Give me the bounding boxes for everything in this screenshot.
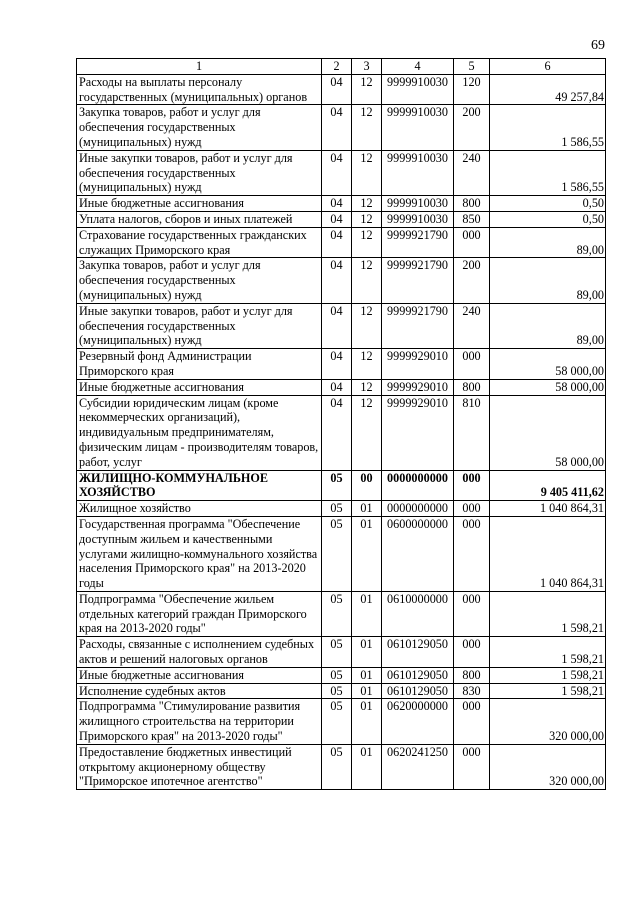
row-section-code: 04	[322, 196, 352, 212]
row-section-code: 04	[322, 395, 352, 470]
row-subsection-code: 12	[352, 303, 382, 348]
row-amount: 1 598,21	[490, 591, 606, 636]
row-target-code: 0600000000	[382, 516, 454, 591]
table-row	[77, 501, 606, 517]
table-row	[77, 379, 606, 395]
row-section-code: 04	[322, 349, 352, 380]
row-section-code: 05	[322, 699, 352, 744]
table-row	[77, 227, 606, 258]
row-subsection-code: 01	[352, 699, 382, 744]
row-amount: 89,00	[490, 227, 606, 258]
row-subsection-code: 01	[352, 744, 382, 789]
page-number: 69	[591, 38, 605, 53]
row-section-code: 05	[322, 516, 352, 591]
row-target-code: 0000000000	[382, 501, 454, 517]
row-name: Закупка товаров, работ и услуг для обеспечения государственных (муниципальных) нужд	[77, 258, 322, 303]
row-section-code: 04	[322, 303, 352, 348]
row-section-code: 05	[322, 744, 352, 789]
row-section-code: 04	[322, 227, 352, 258]
row-target-code: 9999910030	[382, 150, 454, 195]
row-amount: 89,00	[490, 258, 606, 303]
row-subsection-code: 12	[352, 395, 382, 470]
row-section-code: 05	[322, 667, 352, 683]
row-amount: 320 000,00	[490, 699, 606, 744]
row-subsection-code: 12	[352, 211, 382, 227]
row-amount: 9 405 411,62	[490, 470, 606, 501]
row-expense-type: 200	[454, 258, 490, 303]
row-target-code: 9999910030	[382, 105, 454, 150]
row-target-code: 9999921790	[382, 303, 454, 348]
row-name: Иные бюджетные ассигнования	[77, 196, 322, 212]
row-subsection-code: 01	[352, 683, 382, 699]
row-name: Расходы, связанные с исполнением судебных актов и решений налоговых органов	[77, 637, 322, 668]
row-target-code: 9999910030	[382, 211, 454, 227]
row-subsection-code: 12	[352, 227, 382, 258]
table-row	[77, 258, 606, 303]
table-row	[77, 74, 606, 105]
row-expense-type: 000	[454, 637, 490, 668]
row-subsection-code: 12	[352, 379, 382, 395]
row-target-code: 0610129050	[382, 683, 454, 699]
row-amount: 320 000,00	[490, 744, 606, 789]
row-name: Страхование государственных гражданских служащих Приморского края	[77, 227, 322, 258]
table-body	[77, 74, 606, 789]
row-subsection-code: 12	[352, 105, 382, 150]
row-name: Жилищное хозяйство	[77, 501, 322, 517]
column-header-3: 3	[352, 59, 382, 75]
row-target-code: 9999929010	[382, 349, 454, 380]
row-section-code: 05	[322, 637, 352, 668]
row-section-code: 05	[322, 591, 352, 636]
row-name: ЖИЛИЩНО-КОММУНАЛЬНОЕ ХОЗЯЙСТВО	[77, 470, 322, 501]
table-row	[77, 683, 606, 699]
row-amount: 49 257,84	[490, 74, 606, 105]
row-target-code: 9999910030	[382, 196, 454, 212]
row-amount: 1 598,21	[490, 667, 606, 683]
row-target-code: 9999929010	[382, 379, 454, 395]
table-row	[77, 303, 606, 348]
row-target-code: 9999921790	[382, 227, 454, 258]
row-target-code: 9999929010	[382, 395, 454, 470]
row-subsection-code: 00	[352, 470, 382, 501]
row-subsection-code: 01	[352, 591, 382, 636]
row-subsection-code: 12	[352, 349, 382, 380]
table-header-row	[77, 59, 606, 75]
row-amount: 1 586,55	[490, 105, 606, 150]
row-name: Резервный фонд Администрации Приморского края	[77, 349, 322, 380]
row-subsection-code: 12	[352, 74, 382, 105]
row-name: Иные закупки товаров, работ и услуг для обеспечения государственных (муниципальных) нужд	[77, 303, 322, 348]
table-row	[77, 591, 606, 636]
row-amount: 1 040 864,31	[490, 516, 606, 591]
row-expense-type: 800	[454, 667, 490, 683]
row-section-code: 04	[322, 74, 352, 105]
row-name: Подпрограмма "Обеспечение жильем отдельных категорий граждан Приморского края на 2013-2020 годы"	[77, 591, 322, 636]
row-subsection-code: 12	[352, 150, 382, 195]
row-expense-type: 800	[454, 379, 490, 395]
table-row	[77, 196, 606, 212]
row-expense-type: 810	[454, 395, 490, 470]
table-row	[77, 744, 606, 789]
row-subsection-code: 12	[352, 196, 382, 212]
row-target-code: 0610129050	[382, 637, 454, 668]
row-name: Иные закупки товаров, работ и услуг для обеспечения государственных (муниципальных) нужд	[77, 150, 322, 195]
row-amount: 1 040 864,31	[490, 501, 606, 517]
row-subsection-code: 01	[352, 637, 382, 668]
row-expense-type: 000	[454, 349, 490, 380]
row-expense-type: 000	[454, 699, 490, 744]
column-header-2: 2	[322, 59, 352, 75]
row-expense-type: 000	[454, 227, 490, 258]
row-amount: 58 000,00	[490, 379, 606, 395]
row-section-code: 04	[322, 379, 352, 395]
row-section-code: 05	[322, 501, 352, 517]
row-target-code: 9999921790	[382, 258, 454, 303]
table-row	[77, 395, 606, 470]
row-amount: 1 586,55	[490, 150, 606, 195]
row-name: Закупка товаров, работ и услуг для обеспечения государственных (муниципальных) нужд	[77, 105, 322, 150]
table-row	[77, 211, 606, 227]
row-expense-type: 800	[454, 196, 490, 212]
table-row	[77, 699, 606, 744]
row-amount: 58 000,00	[490, 349, 606, 380]
row-section-code: 04	[322, 258, 352, 303]
table-row	[77, 637, 606, 668]
row-expense-type: 850	[454, 211, 490, 227]
row-target-code: 0620000000	[382, 699, 454, 744]
row-name: Исполнение судебных актов	[77, 683, 322, 699]
row-subsection-code: 01	[352, 501, 382, 517]
row-name: Государственная программа "Обеспечение доступным жильем и качественными услугами жилищно-коммунального хозяйства населения Приморского края" на 2013-2020 годы	[77, 516, 322, 591]
column-header-1: 1	[77, 59, 322, 75]
row-subsection-code: 01	[352, 516, 382, 591]
row-section-code: 04	[322, 211, 352, 227]
row-expense-type: 000	[454, 470, 490, 501]
row-expense-type: 000	[454, 516, 490, 591]
table-row	[77, 150, 606, 195]
row-amount: 58 000,00	[490, 395, 606, 470]
row-section-code: 05	[322, 470, 352, 501]
table-row	[77, 516, 606, 591]
column-header-6: 6	[490, 59, 606, 75]
column-header-5: 5	[454, 59, 490, 75]
row-expense-type: 240	[454, 303, 490, 348]
row-section-code: 05	[322, 683, 352, 699]
row-target-code: 0000000000	[382, 470, 454, 501]
row-subsection-code: 12	[352, 258, 382, 303]
row-expense-type: 830	[454, 683, 490, 699]
row-target-code: 0610129050	[382, 667, 454, 683]
row-target-code: 0610000000	[382, 591, 454, 636]
row-name: Подпрограмма "Стимулирование развития жилищного строительства на территории Приморского края" на 2013-2020 годы"	[77, 699, 322, 744]
row-target-code: 0620241250	[382, 744, 454, 789]
row-target-code: 9999910030	[382, 74, 454, 105]
row-amount: 1 598,21	[490, 683, 606, 699]
column-header-4: 4	[382, 59, 454, 75]
table-row	[77, 105, 606, 150]
row-expense-type: 000	[454, 744, 490, 789]
row-expense-type: 120	[454, 74, 490, 105]
row-amount: 89,00	[490, 303, 606, 348]
row-section-code: 04	[322, 105, 352, 150]
row-name: Предоставление бюджетных инвестиций открытому акционерному обществу "Приморское ипотечное агентство"	[77, 744, 322, 789]
table-row	[77, 667, 606, 683]
row-expense-type: 240	[454, 150, 490, 195]
row-expense-type: 000	[454, 501, 490, 517]
row-name: Субсидии юридическим лицам (кроме некоммерческих организаций), индивидуальным предпринимателям, физическим лицам - производителям товаров, работ, услуг	[77, 395, 322, 470]
row-section-code: 04	[322, 150, 352, 195]
row-subsection-code: 01	[352, 667, 382, 683]
row-expense-type: 000	[454, 591, 490, 636]
table-row	[77, 349, 606, 380]
table-row	[77, 470, 606, 501]
row-name: Расходы на выплаты персоналу государственных (муниципальных) органов	[77, 74, 322, 105]
row-amount: 0,50	[490, 211, 606, 227]
row-amount: 1 598,21	[490, 637, 606, 668]
budget-table	[76, 58, 606, 790]
row-name: Уплата налогов, сборов и иных платежей	[77, 211, 322, 227]
row-amount: 0,50	[490, 196, 606, 212]
row-name: Иные бюджетные ассигнования	[77, 379, 322, 395]
row-expense-type: 200	[454, 105, 490, 150]
row-name: Иные бюджетные ассигнования	[77, 667, 322, 683]
